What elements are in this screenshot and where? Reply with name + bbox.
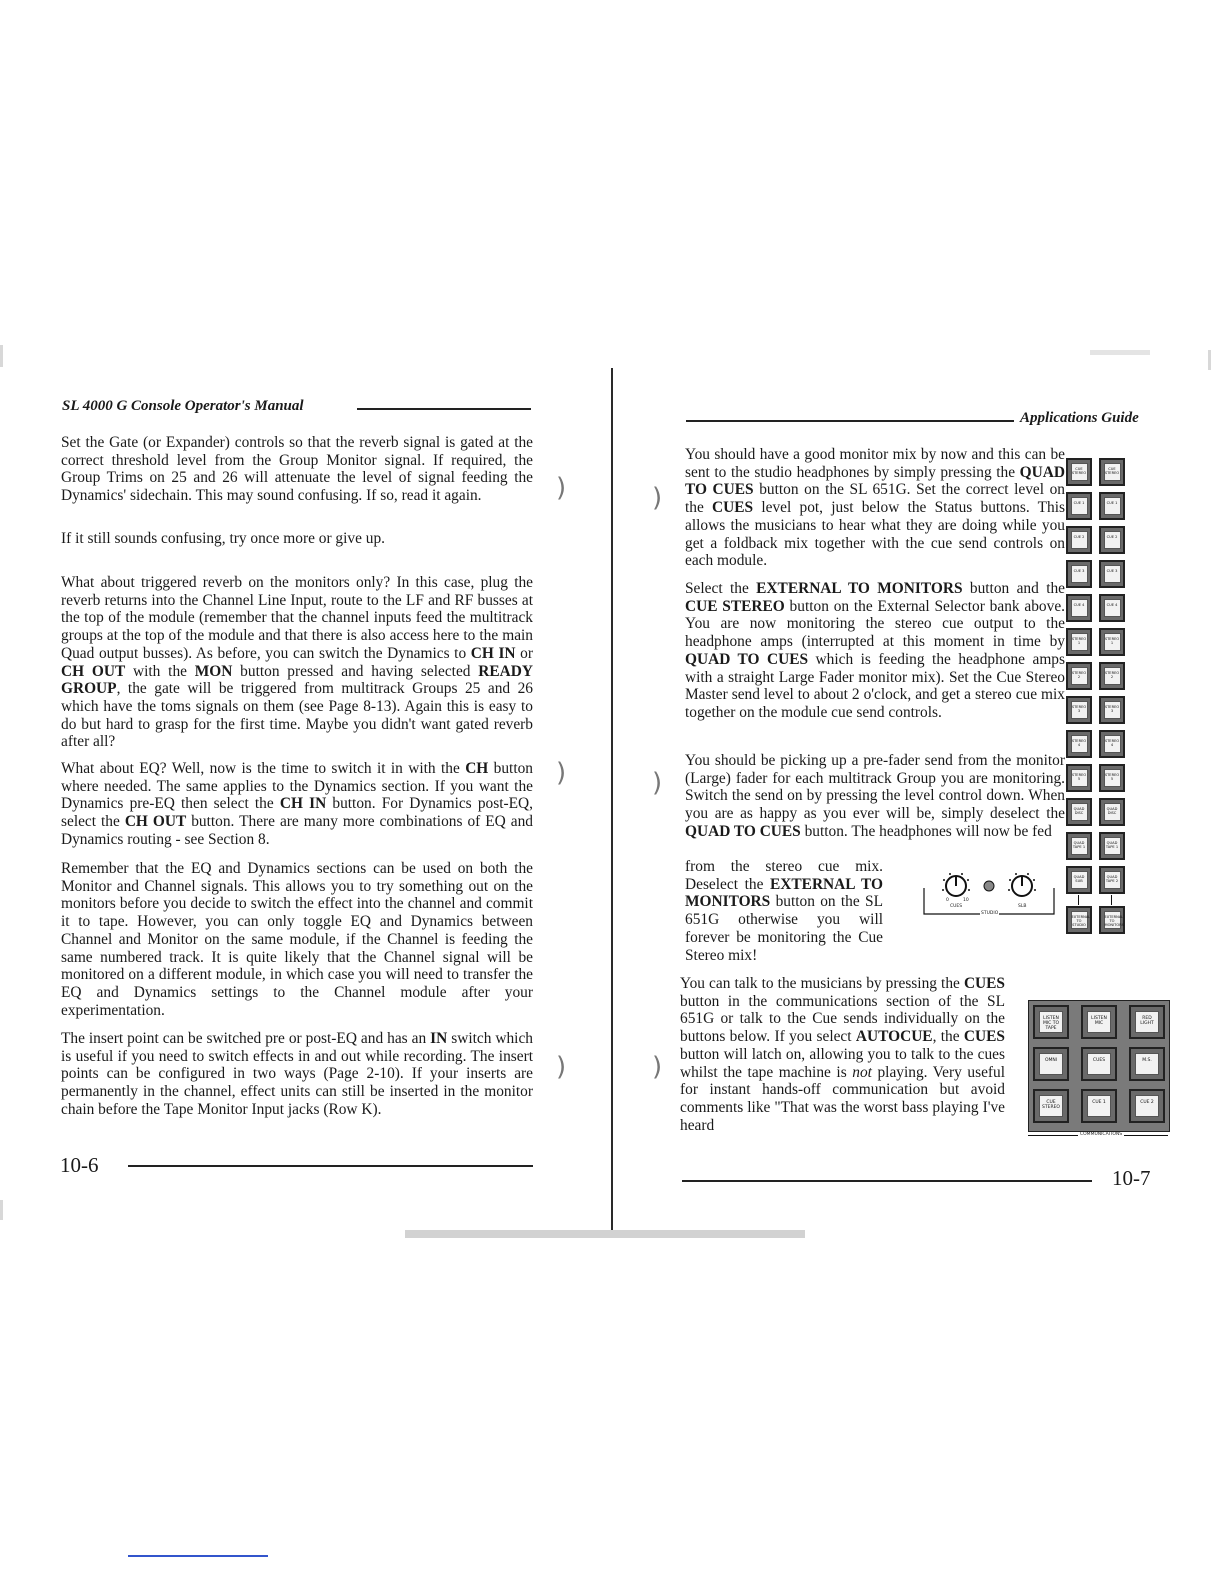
- selector-button[interactable]: CUE 4: [1099, 594, 1125, 622]
- red-light-button[interactable]: RED LIGHT: [1129, 1005, 1165, 1039]
- selector-button[interactable]: QUAD DISC: [1066, 798, 1092, 826]
- right-page: [612, 0, 1224, 1584]
- omni-button[interactable]: OMNI: [1033, 1047, 1069, 1081]
- ms-button[interactable]: M.S.: [1129, 1047, 1165, 1081]
- cue-stereo-button[interactable]: CUE STEREO: [1033, 1089, 1069, 1123]
- footer-rule: [128, 1165, 533, 1167]
- knob-label: SLB: [1018, 904, 1027, 909]
- paragraph: The insert point can be switched pre or post-EQ and has an IN switch which is useful if you need to switch effects in and out while recording. The insert points can be configured in two ways (Page 2-10). If your inserts are permanently in the channel, effect units can still be inserted in the monitor chain before the Tape Monitor Input jacks (Row K).: [61, 1030, 533, 1118]
- page-number: 10-7: [1112, 1166, 1151, 1190]
- paragraph: Remember that the EQ and Dynamics sections can be used on both the Monitor and Channel signals. This allows you to try something out on the monitors before you decide to switch the effect into the channel and commit it to tape. However, you can only toggle EQ and Dynamics between Channel and Monitor on the same module, if the Channel is feeding the same numbered track. It is quite likely that the Channel signal will be monitored on a different module, in which case you will need to transfer the EQ and Dynamics settings to the Channel module after your experimentation.: [61, 860, 533, 1019]
- selector-button[interactable]: CUE 4: [1066, 594, 1092, 622]
- scale-min-label: 0: [946, 898, 949, 903]
- led-indicator: [984, 881, 994, 891]
- paragraph: What about triggered reverb on the monitors only? In this case, plug the reverb returns into the Channel Line Input, route to the LF and RF busses at the top of the module (remember that the channel inputs feed the multitrack groups at the top of the module and that there is also access here to the main Quad output busses). As before, you can switch the Dynamics to CH IN or CH OUT with the MON button pressed and having selected READY GROUP, the gate will be triggered from multitrack Groups 25 and 26 which have the toms signals on them (see Page 8-13). Again this is easy to do but hard to grasp for the first time. Maybe you didn't want gated reverb after all?: [61, 574, 533, 751]
- paragraph: What about EQ? Well, now is the time to switch it in with the CH button where needed. The same applies to the Dynamics section. If you want the Dynamics pre-EQ then select the CH IN button. For Dynamics post-EQ, select the CH OUT button. There are many more combinations of EQ and Dynamics routing - see Section 8.: [61, 760, 533, 848]
- paragraph: Select the EXTERNAL TO MONITORS button and the CUE STEREO button on the External Selector bank above. You are now monitoring the stereo cue output to the headphone amps (interrupted at this moment in time by QUAD TO CUES which is feeding the headphone amps with a straight Large Fader monitor mix). Set the Cue Stereo Master send level to about 2 o'clock, and get a stereo cue mix together on the module cue send controls.: [685, 580, 1066, 721]
- footer-rule: [682, 1180, 1092, 1182]
- bracket-label: STUDIO: [981, 911, 999, 916]
- punch-hole-mark: ): [556, 1052, 567, 1082]
- selector-button[interactable]: CUE STEREO: [1066, 458, 1092, 486]
- knob-label: CUES: [950, 904, 963, 909]
- page-number: 10-6: [60, 1153, 99, 1177]
- punch-hole-mark: ): [652, 768, 663, 798]
- selector-button[interactable]: STEREO 2: [1066, 662, 1092, 690]
- paragraph: You should be picking up a pre-fader send from the monitor (Large) fader for each multitrack Group you are monitoring. Switch the send on by pressing the level control down. When you are as happy as you ever will be, simply deselect the QUAD TO CUES button. The headphones will now be fed: [685, 752, 1065, 840]
- communications-panel: [1028, 1000, 1170, 1132]
- selector-button[interactable]: QUAD TAPE 1: [1099, 832, 1125, 860]
- selector-button[interactable]: QUAD DISC: [1099, 798, 1125, 826]
- selector-button[interactable]: CUE 3: [1099, 560, 1125, 588]
- running-head: SL 4000 G Console Operator's Manual: [62, 398, 304, 414]
- arrow-line: [1111, 895, 1112, 905]
- cues-button[interactable]: CUES: [1081, 1047, 1117, 1081]
- external-selector-bank: [1066, 458, 1166, 938]
- communications-caption: COMMUNICATIONS: [1080, 1132, 1123, 1137]
- paragraph: If it still sounds confusing, try once more or give up.: [61, 530, 386, 547]
- selector-button[interactable]: STEREO 1: [1066, 628, 1092, 656]
- paragraph: Set the Gate (or Expander) controls so that the reverb signal is gated at the correct threshold level from the Group Monitor signal. If required, the Group Trims on 25 and 26 will attenuate the level of signal feeding the Dynamics' sidechain. This may sound confusing. If so, read it again.: [61, 434, 533, 505]
- punch-hole-mark: ): [556, 758, 567, 788]
- selector-button[interactable]: STEREO 2: [1099, 662, 1125, 690]
- selector-button[interactable]: STEREO 5: [1066, 764, 1092, 792]
- listen-mic-to-tape-button[interactable]: LISTEN MIC TO TAPE: [1033, 1005, 1069, 1039]
- slb-knob: [1008, 873, 1036, 896]
- selector-button[interactable]: QUAD SUB: [1066, 866, 1092, 894]
- external-to-studio-button[interactable]: EXTERNAL TO STUDIO: [1066, 906, 1092, 934]
- header-rule: [686, 420, 1014, 422]
- listen-mic-button[interactable]: LISTEN MIC: [1081, 1005, 1117, 1039]
- selector-button[interactable]: STEREO 3: [1066, 696, 1092, 724]
- selector-button[interactable]: CUE 1: [1099, 492, 1125, 520]
- paragraph: You can talk to the musicians by pressing the CUES button in the communications section of the SL 651G or talk to the Cue sends individually on the buttons below. If you select AUTOCUE, the CUES button will latch on, allowing you to talk to the cues whilst the tape machine is not playing. Very useful for instant hands-off communication but avoid comments like "That was the worst bass playing I've heard: [680, 975, 1005, 1134]
- selector-button[interactable]: STEREO 5: [1099, 764, 1125, 792]
- paragraph: You should have a good monitor mix by now and this can be sent to the studio headphones by simply pressing the QUAD TO CUES button on the SL 651G. Set the correct level on the CUES level pot, just below the Status buttons. This allows the musicians to hear what they are doing while you get a foldback mix together with the cue send controls on each module.: [685, 446, 1065, 570]
- selector-button[interactable]: CUE 2: [1099, 526, 1125, 554]
- selector-button[interactable]: CUE 3: [1066, 560, 1092, 588]
- selector-button[interactable]: STEREO 1: [1099, 628, 1125, 656]
- cue-1-button[interactable]: CUE 1: [1081, 1089, 1117, 1123]
- knob-figure: [914, 866, 1064, 922]
- punch-hole-mark: ): [652, 483, 663, 513]
- punch-hole-mark: ): [556, 473, 567, 503]
- punch-hole-mark: ): [652, 1052, 663, 1082]
- cues-knob: [942, 873, 970, 896]
- paragraph: from the stereo cue mix. Deselect the EXTERNAL TO MONITORS button on the SL 651G otherwise you will forever be monitoring the Cue Stereo mix!: [685, 858, 884, 964]
- selector-button[interactable]: CUE STEREO: [1099, 458, 1125, 486]
- selector-button[interactable]: CUE 1: [1066, 492, 1092, 520]
- selector-button[interactable]: STEREO 4: [1066, 730, 1092, 758]
- external-to-monitors-button[interactable]: EXTERNAL TO MONITORS: [1099, 906, 1125, 934]
- selector-button[interactable]: STEREO 3: [1099, 696, 1125, 724]
- running-head: Applications Guide: [1020, 410, 1139, 426]
- scale-max-label: 10: [963, 898, 969, 903]
- header-rule: [357, 408, 531, 410]
- selector-button[interactable]: CUE 2: [1066, 526, 1092, 554]
- selector-button[interactable]: QUAD TAPE 1: [1066, 832, 1092, 860]
- cue-2-button[interactable]: CUE 2: [1129, 1089, 1165, 1123]
- selector-button[interactable]: STEREO 4: [1099, 730, 1125, 758]
- selector-button[interactable]: QUAD TAPE 2: [1099, 866, 1125, 894]
- arrow-line: [1078, 895, 1079, 905]
